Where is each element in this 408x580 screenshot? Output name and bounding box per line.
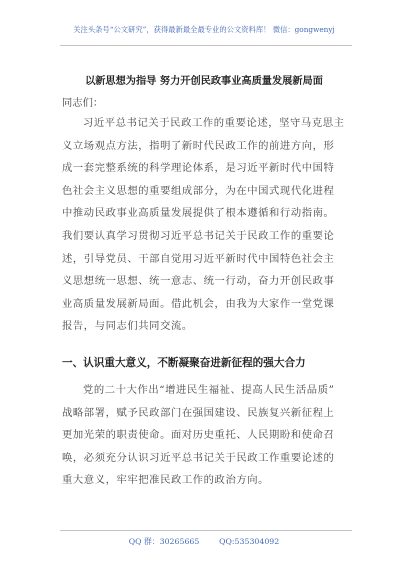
paragraph-line: 唤，必须充分认识习近平总书记关于民政工作重要论述的 (62, 451, 335, 464)
paragraph-line: 义立场观点方法，指明了新时代民政工作的前进方向，形 (62, 139, 335, 152)
header-divider (60, 45, 352, 46)
footer-divider (60, 530, 352, 531)
paragraph-line: 业高质量发展新局面。借此机会，由我为大家作一堂党课 (62, 297, 335, 310)
footer-note: QQ 群：30265665 QQ:535304092 (128, 537, 280, 546)
paragraph-3 (62, 379, 358, 492)
paragraph-line: 我们要认真学习贯彻习近平总书记关于民政工作的重要论 (62, 230, 335, 242)
header-note: 关注头条号“公文研究”，获得最新最全最专业的公文资料库！ 微信：gongwenyj (73, 25, 335, 34)
paragraph-line: 义思想统一思想、统一意志、统一行动，奋力开创民政事 (62, 275, 335, 287)
paragraph-line: 述，引导党员、干部自觉用习近平新时代中国特色社会主 (62, 252, 335, 265)
document-title: 以新思想为指导 努力开创民政事业高质量发展新局面 (85, 75, 323, 87)
section-heading: 一、认识重大意义，不断凝聚奋进新征程的强大合力 (62, 357, 306, 369)
paragraph-2 (62, 225, 358, 338)
paragraph-line: 党的二十大作出“增进民生福祉、提高人民生活品质” (83, 384, 335, 396)
paragraph-line: 战略部署，赋予民政部门在强国建设、民族复兴新征程上 (62, 406, 335, 419)
paragraph-line: 色社会主义思想的重要组成部分，为在中国式现代化进程 (62, 184, 335, 197)
paragraph-line: 重大意义，牢牢把准民政工作的政治方向。 (62, 474, 270, 486)
paragraph-1 (62, 112, 358, 225)
salutation: 同志们： (62, 97, 104, 109)
paragraph-line: 更加光荣的职责使命。面对历史重托、人民期盼和使命召 (62, 429, 335, 441)
paragraph-line: 报告，与同志们共同交流。 (62, 320, 193, 332)
paragraph-line: 成一套完整系统的科学理论体系，是习近平新时代中国特 (62, 162, 335, 174)
paragraph-line: 习近平总书记关于民政工作的重要论述，坚守马克思主 (83, 117, 345, 129)
paragraph-line: 中推动民政事业高质量发展提供了根本遵循和行动指南。 (62, 207, 335, 219)
